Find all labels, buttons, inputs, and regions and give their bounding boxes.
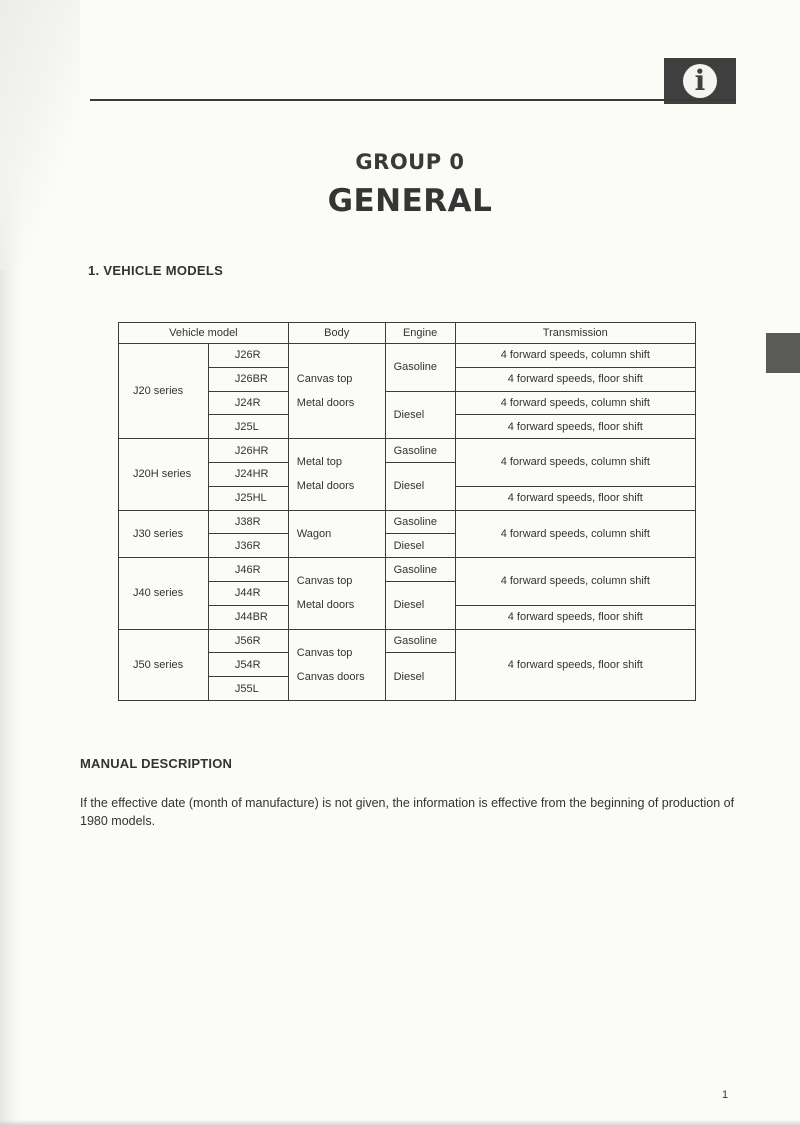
transmission-cell: 4 forward speeds, floor shift [455,486,695,510]
header-rule [90,99,735,101]
table-row [119,439,696,463]
body-cell: Metal top Metal doors [288,439,385,510]
header-body: Body [288,323,385,344]
model-cell: J54R [208,653,288,677]
page-fold-shading [0,0,80,270]
model-cell: J24HR [208,462,288,486]
body-cell: Wagon [288,510,385,558]
engine-cell: Diesel [385,391,455,439]
transmission-cell: 4 forward speeds, column shift [455,391,695,415]
table-row [119,558,696,582]
transmission-cell: 4 forward speeds, column shift [455,344,695,368]
header-vehicle-model: Vehicle model [119,323,289,344]
section-heading: 1. VEHICLE MODELS [88,263,224,278]
header-engine: Engine [385,323,455,344]
model-cell: J26BR [208,367,288,391]
table-row [119,510,696,534]
engine-cell: Gasoline [385,629,455,653]
manual-description-text: If the effective date (month of manufacture) is not given, the information is effective from the beginning of production of 1980 models. [80,796,735,828]
table-row [119,344,696,368]
transmission-cell: 4 forward speeds, floor shift [455,415,695,439]
model-cell: J44BR [208,605,288,629]
engine-cell: Gasoline [385,439,455,463]
header-transmission: Transmission [455,323,695,344]
vehicle-models-table [118,322,696,701]
series-cell: J20H series [119,439,209,510]
table-header-row [119,323,696,344]
engine-cell: Gasoline [385,558,455,582]
page-bottom-edge [0,1120,800,1126]
info-badge [664,58,736,104]
body-cell: Canvas top Metal doors [288,558,385,629]
engine-cell: Diesel [385,581,455,629]
transmission-cell: 4 forward speeds, floor shift [455,629,695,700]
page-number: 1 [722,1089,729,1101]
engine-cell: Gasoline [385,510,455,534]
series-cell: J50 series [119,629,209,700]
series-cell: J30 series [119,510,209,558]
model-cell: J56R [208,629,288,653]
model-cell: J25HL [208,486,288,510]
engine-cell: Diesel [385,653,455,701]
manual-description-heading: MANUAL DESCRIPTION [80,756,233,771]
engine-cell: Diesel [385,462,455,510]
series-cell: J20 series [119,344,209,439]
series-cell: J40 series [119,558,209,629]
section-thumb-tab [766,333,800,373]
table-row [119,629,696,653]
transmission-cell: 4 forward speeds, column shift [455,439,695,487]
info-icon: i [683,64,717,98]
engine-cell: Diesel [385,534,455,558]
model-cell: J55L [208,677,288,701]
model-cell: J38R [208,510,288,534]
transmission-cell: 4 forward speeds, column shift [455,558,695,606]
body-cell: Canvas top Metal doors [288,344,385,439]
transmission-cell: 4 forward speeds, floor shift [455,605,695,629]
group-title: GENERAL [327,183,493,219]
model-cell: J46R [208,558,288,582]
model-cell: J26HR [208,439,288,463]
model-cell: J36R [208,534,288,558]
model-cell: J26R [208,344,288,368]
transmission-cell: 4 forward speeds, column shift [455,510,695,558]
model-cell: J25L [208,415,288,439]
body-cell: Canvas top Canvas doors [288,629,385,700]
model-cell: J44R [208,581,288,605]
group-label: GROUP 0 [355,150,465,174]
model-cell: J24R [208,391,288,415]
transmission-cell: 4 forward speeds, floor shift [455,367,695,391]
engine-cell: Gasoline [385,344,455,392]
